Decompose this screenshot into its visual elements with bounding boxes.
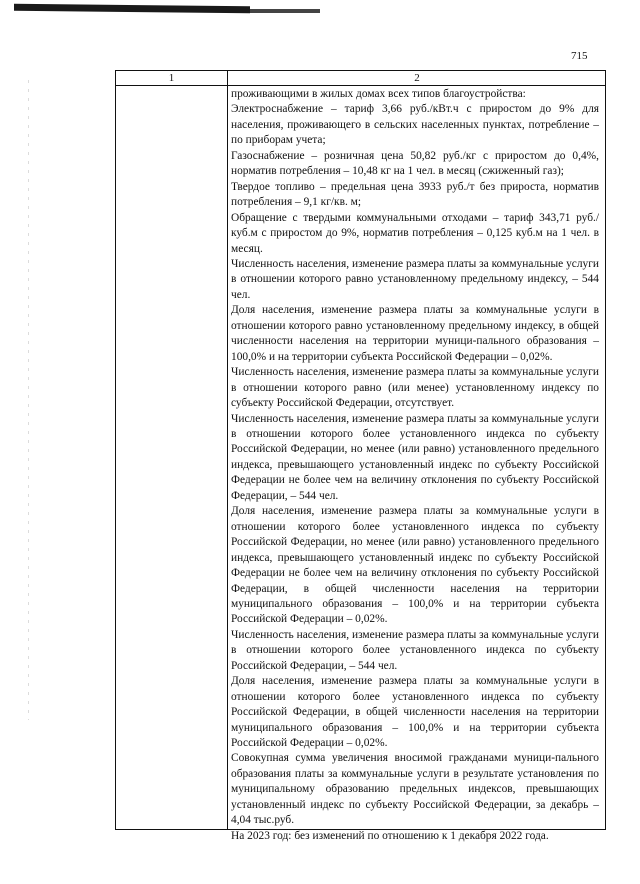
paragraph-total-increase: Совокупная сумма увеличения вносимой гражданами муници-пального образования платы за коммунальные услуги в результате установления по муниципальному образованию предельных индексов, превышающих установленный индекс по субъекту Российской Федерации, за декабрь – 4,04 тыс.руб. xyxy=(231,752,599,827)
scan-edge-mark xyxy=(14,4,250,13)
page-number: 715 xyxy=(571,50,588,62)
header-divider xyxy=(116,85,605,86)
column-header-2: 2 xyxy=(414,72,420,84)
paragraph-population-less: Численность населения, изменение размера платы за коммунальные услуги в отношении которого равно (или менее) установленному индексу по субъекту Российской Федерации, отсутствует. xyxy=(231,366,599,410)
table-cell-content xyxy=(231,87,599,844)
scan-edge-mark-tail xyxy=(250,9,320,13)
paragraph-population-equal: Численность населения, изменение размера платы за коммунальные услуги в отношении которого равно установленному предельному индексу, – 544 чел. xyxy=(231,257,599,301)
column-divider xyxy=(227,71,228,829)
scan-artifact-line xyxy=(28,80,29,720)
paragraph-share-equal: Доля населения, изменение размера платы за коммунальные услуги в отношении которого равно установленному предельному индексу, в общей численности населения на территории муници-пального образования – 100,0% и на территории субъекта Российской Федерации – 0,02%. xyxy=(231,304,599,363)
paragraph-population-within-deviation: Численность населения, изменение размера платы за коммунальные услуги в отношении которого более установленного индекса по субъекту Российской Федерации, но менее (или равно) установленного предельного индекса, превышающего установленный индекс по субъекту Российской Федерации не более чем на величину отклонения по субъекту Российской Федерации, – 544 чел. xyxy=(231,412,599,502)
document-table xyxy=(115,70,606,842)
column-header-1: 1 xyxy=(168,72,175,84)
paragraph-waste: Обращение с твердыми коммунальными отходами – тариф 343,71 руб./куб.м с приростом до 9%, норматив потребления – 0,125 куб.м на 1 чел. в месяц. xyxy=(231,211,599,255)
paragraph-intro: проживающими в жилых домах всех типов благоустройства: xyxy=(231,88,526,100)
paragraph-share-above: Доля населения, изменение размера платы за коммунальные услуги в отношении которого более установленного индекса по субъекту Российской Федерации, в общей численности населения на территории муниципального образования – 100,0% и на территории субъекта Российской Федерации – 0,02%. xyxy=(231,675,599,750)
paragraph-solid-fuel: Твердое топливо – предельная цена 3933 руб./т без прироста, норматив потребления – 9,1 кг/кв. м; xyxy=(231,180,599,209)
paragraph-population-above: Численность населения, изменение размера платы за коммунальные услуги в отношении которого более установленного индекса по субъекту Российской Федерации, – 544 чел. xyxy=(231,628,599,672)
paragraph-share-within-deviation: Доля населения, изменение размера платы за коммунальные услуги в отношении которого более установленного индекса по субъекту Российской Федерации, но менее (или равно) установленного предельного индекса, превышающего установленный индекс по субъекту Российской Федерации не более чем на величину отклонения по субъекту Российской Федерации, в общей численности населения на территории муниципального образования – 100,0% и на территории субъекта Российской Федерации – 0,02%. xyxy=(231,505,599,626)
paragraph-gas: Газоснабжение – розничная цена 50,82 руб./кг с приростом до 0,4%, норматив потребления – 10,48 кг на 1 чел. в месяц (сжиженный газ); xyxy=(231,149,599,178)
paragraph-electricity: Электроснабжение – тариф 3,66 руб./кВт.ч с приростом до 9% для населения, проживающего в сельских населенных пунктах, потребление – по приборам учета; xyxy=(231,103,599,147)
paragraph-2023: На 2023 год: без изменений по отношению к 1 декабря 2022 года. xyxy=(231,829,549,842)
